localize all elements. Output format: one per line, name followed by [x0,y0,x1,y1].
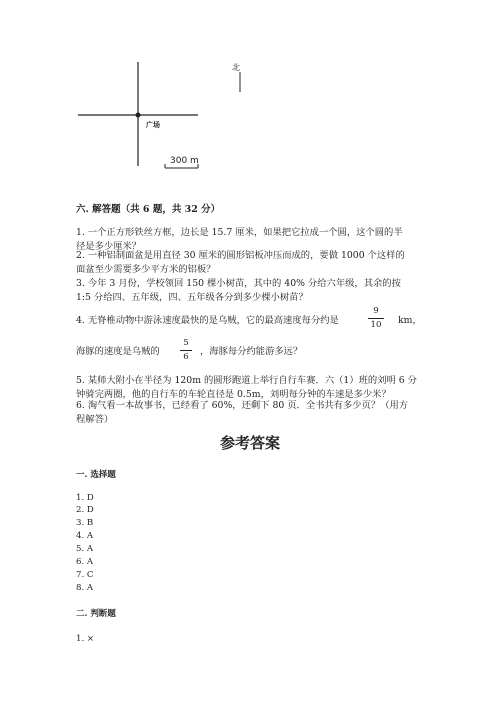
question2-line2: 面盆至少需要多少平方米的铝板？ [76,264,216,275]
question4-unit: km， [398,315,422,326]
plaza-label: 广场 [146,120,160,129]
answers-title: 参考答案 [219,434,280,452]
answer-item: 1. × [76,634,95,644]
question2-line1: 2. 一种铝制面盆是用直径 30 厘米的圆形铝板冲压而成的，要做 1000 个这样的 [76,250,405,261]
question4-line2-start: 海豚的速度是乌贼的 [76,346,160,357]
answer-item: 4. A [76,531,94,541]
answers-part2-title: 二. 判断题 [76,609,116,619]
answer-item: 5. A [76,544,94,554]
question6-line2: 程解答） [76,414,114,425]
answer-item: 7. C [76,570,94,580]
answer-item: 1. D [76,493,94,503]
answer-item: 2. D [76,505,94,515]
question3-line1: 3. 今年 3 月份，学校领回 150 棵小树苗，其中的 40% 分给六年级，其余的按 [76,278,401,289]
scale-label: 300 m [170,156,199,166]
question1-line1: 1. 一个正方形铁丝方框，边长是 15.7 厘米，如果把它拉成一个圆，这个圆的半 [76,227,403,238]
question4-fraction1 [368,306,384,331]
question6-line1: 6. 淘气看一本故事书，已经看了 60%，还剩下 80 页．全书共有多少页？（用方 [76,400,409,411]
fraction1-denominator: 10 [370,320,382,330]
plaza-point [136,113,141,118]
fraction2-numerator: 5 [183,338,189,348]
question5-line2: 钟骑完两圈，他的自行车的车轮直径是 0.5m，刘明每分钟的车速是多少米？ [76,389,391,400]
answer-item: 8. A [76,583,94,593]
north-label: 北 [232,63,240,72]
fraction2-denominator: 6 [183,352,189,362]
fraction1-numerator: 9 [373,306,379,316]
fraction2-bar [180,350,192,351]
answers-part1-title: 一. 选择题 [76,470,116,480]
question4-line1: 4. 无脊椎动物中游泳速度最快的是乌贼，它的最高速度每分约是 [76,315,339,326]
answer-item: 3. B [76,518,94,528]
question4-fraction2 [180,338,192,363]
answer-item: 6. A [76,557,94,567]
question4-line2-end: ，海豚每分约能游多远？ [200,346,303,357]
section6-title: 六. 解答题（共 6 题，共 32 分） [76,204,221,215]
fraction1-bar [368,318,384,319]
question1-line2: 径是多少厘米？ [76,241,142,252]
question3-line2: 1:5 分给四、五年级，四、五年级各分到多少棵小树苗？ [76,292,308,303]
map-diagram [0,0,500,190]
question5-line1: 5. 某师大附小在半径为 120m 的圆形跑道上举行自行车赛．六（1）班的刘明 6 分 [76,375,417,386]
